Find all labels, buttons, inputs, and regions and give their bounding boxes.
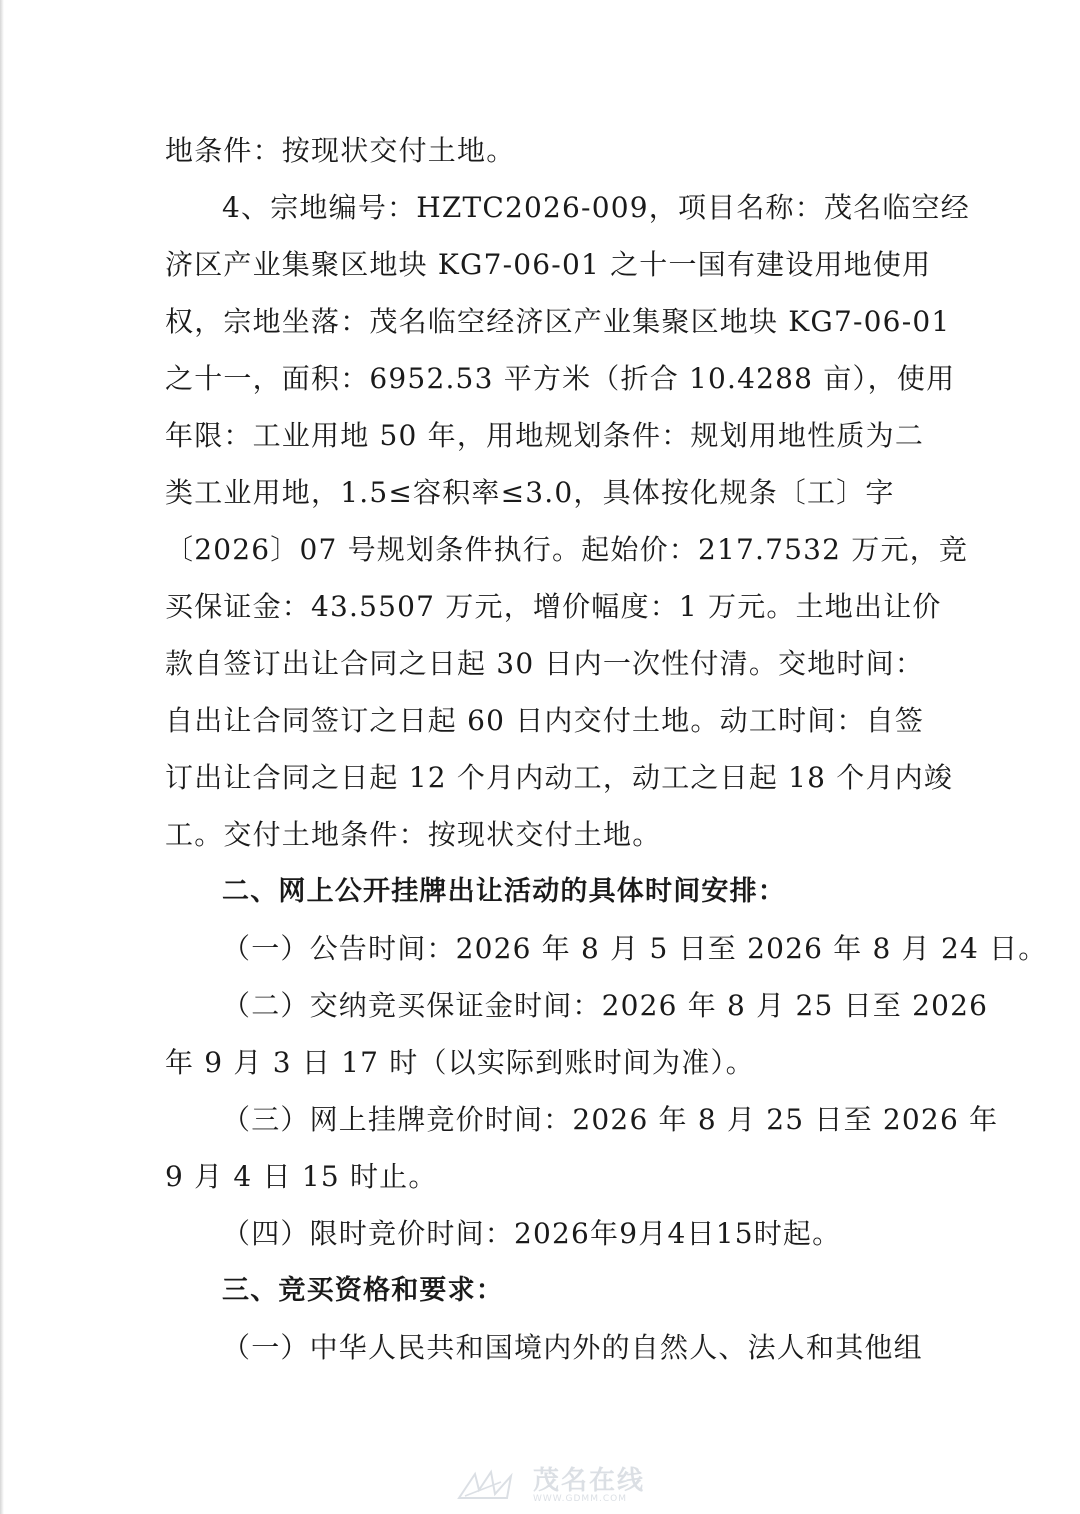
paragraph-line: （一）公告时间：2026 年 8 月 5 日至 2026 年 8 月 24 日。 <box>222 932 1048 965</box>
section-heading-line: 二、网上公开挂牌出让活动的具体时间安排： <box>222 876 786 907</box>
paragraph-line: 济区产业集聚区地块 KG7-06-01 之十一国有建设用地使用 <box>165 248 932 281</box>
paragraph-line: 权，宗地坐落：茂名临空经济区产业集聚区地块 KG7-06-01 <box>165 305 951 338</box>
paragraph-line: 买保证金：43.5507 万元，增价幅度：1 万元。土地出让价 <box>165 590 942 623</box>
paragraph-line: 〔2026〕07 号规划条件执行。起始价：217.7532 万元，竞 <box>165 533 969 566</box>
paragraph-line: （二）交纳竞买保证金时间：2026 年 8 月 25 日至 2026 <box>222 989 989 1022</box>
page-edge-shadow <box>0 0 4 1514</box>
paragraph-line: 类工业用地，1.5≤容积率≤3.0，具体按化规条〔工〕字 <box>165 476 895 509</box>
paragraph-line: 9 月 4 日 15 时止。 <box>165 1160 438 1193</box>
section-heading-line: 三、竞买资格和要求： <box>222 1275 504 1306</box>
paragraph-line: 自出让合同签订之日起 60 日内交付土地。动工时间：自签 <box>165 704 925 737</box>
paragraph-line: 年限：工业用地 50 年，用地规划条件：规划用地性质为二 <box>165 419 925 452</box>
feather-logo-icon <box>455 1468 525 1504</box>
paragraph-line: （四）限时竞价时间：2026年9月4日15时起。 <box>222 1217 842 1250</box>
site-watermark <box>455 1466 645 1506</box>
document-body <box>165 122 1048 1376</box>
watermark-brand: 茂名在线 <box>533 1466 646 1496</box>
paragraph-line: 年 9 月 3 日 17 时（以实际到账时间为准）。 <box>165 1046 755 1079</box>
paragraph-line: 4、宗地编号：HZTC2026-009，项目名称：茂名临空经 <box>222 191 970 224</box>
paragraph-line: 款自签订出让合同之日起 30 日内一次性付清。交地时间： <box>165 647 925 680</box>
paragraph-line: 地条件：按现状交付土地。 <box>165 134 516 167</box>
paragraph-line: （三）网上挂牌竞价时间：2026 年 8 月 25 日至 2026 年 <box>222 1103 999 1136</box>
paragraph-line: 之十一，面积：6952.53 平方米（折合 10.4288 亩），使用 <box>165 362 956 395</box>
paragraph-line: 工。交付土地条件：按现状交付土地。 <box>165 818 662 851</box>
paragraph-line: 订出让合同之日起 12 个月内动工，动工之日起 18 个月内竣 <box>165 761 954 794</box>
watermark-site: WWW.GDMM.COM <box>533 1494 627 1504</box>
paragraph-line: （一）中华人民共和国境内外的自然人、法人和其他组 <box>222 1331 923 1364</box>
